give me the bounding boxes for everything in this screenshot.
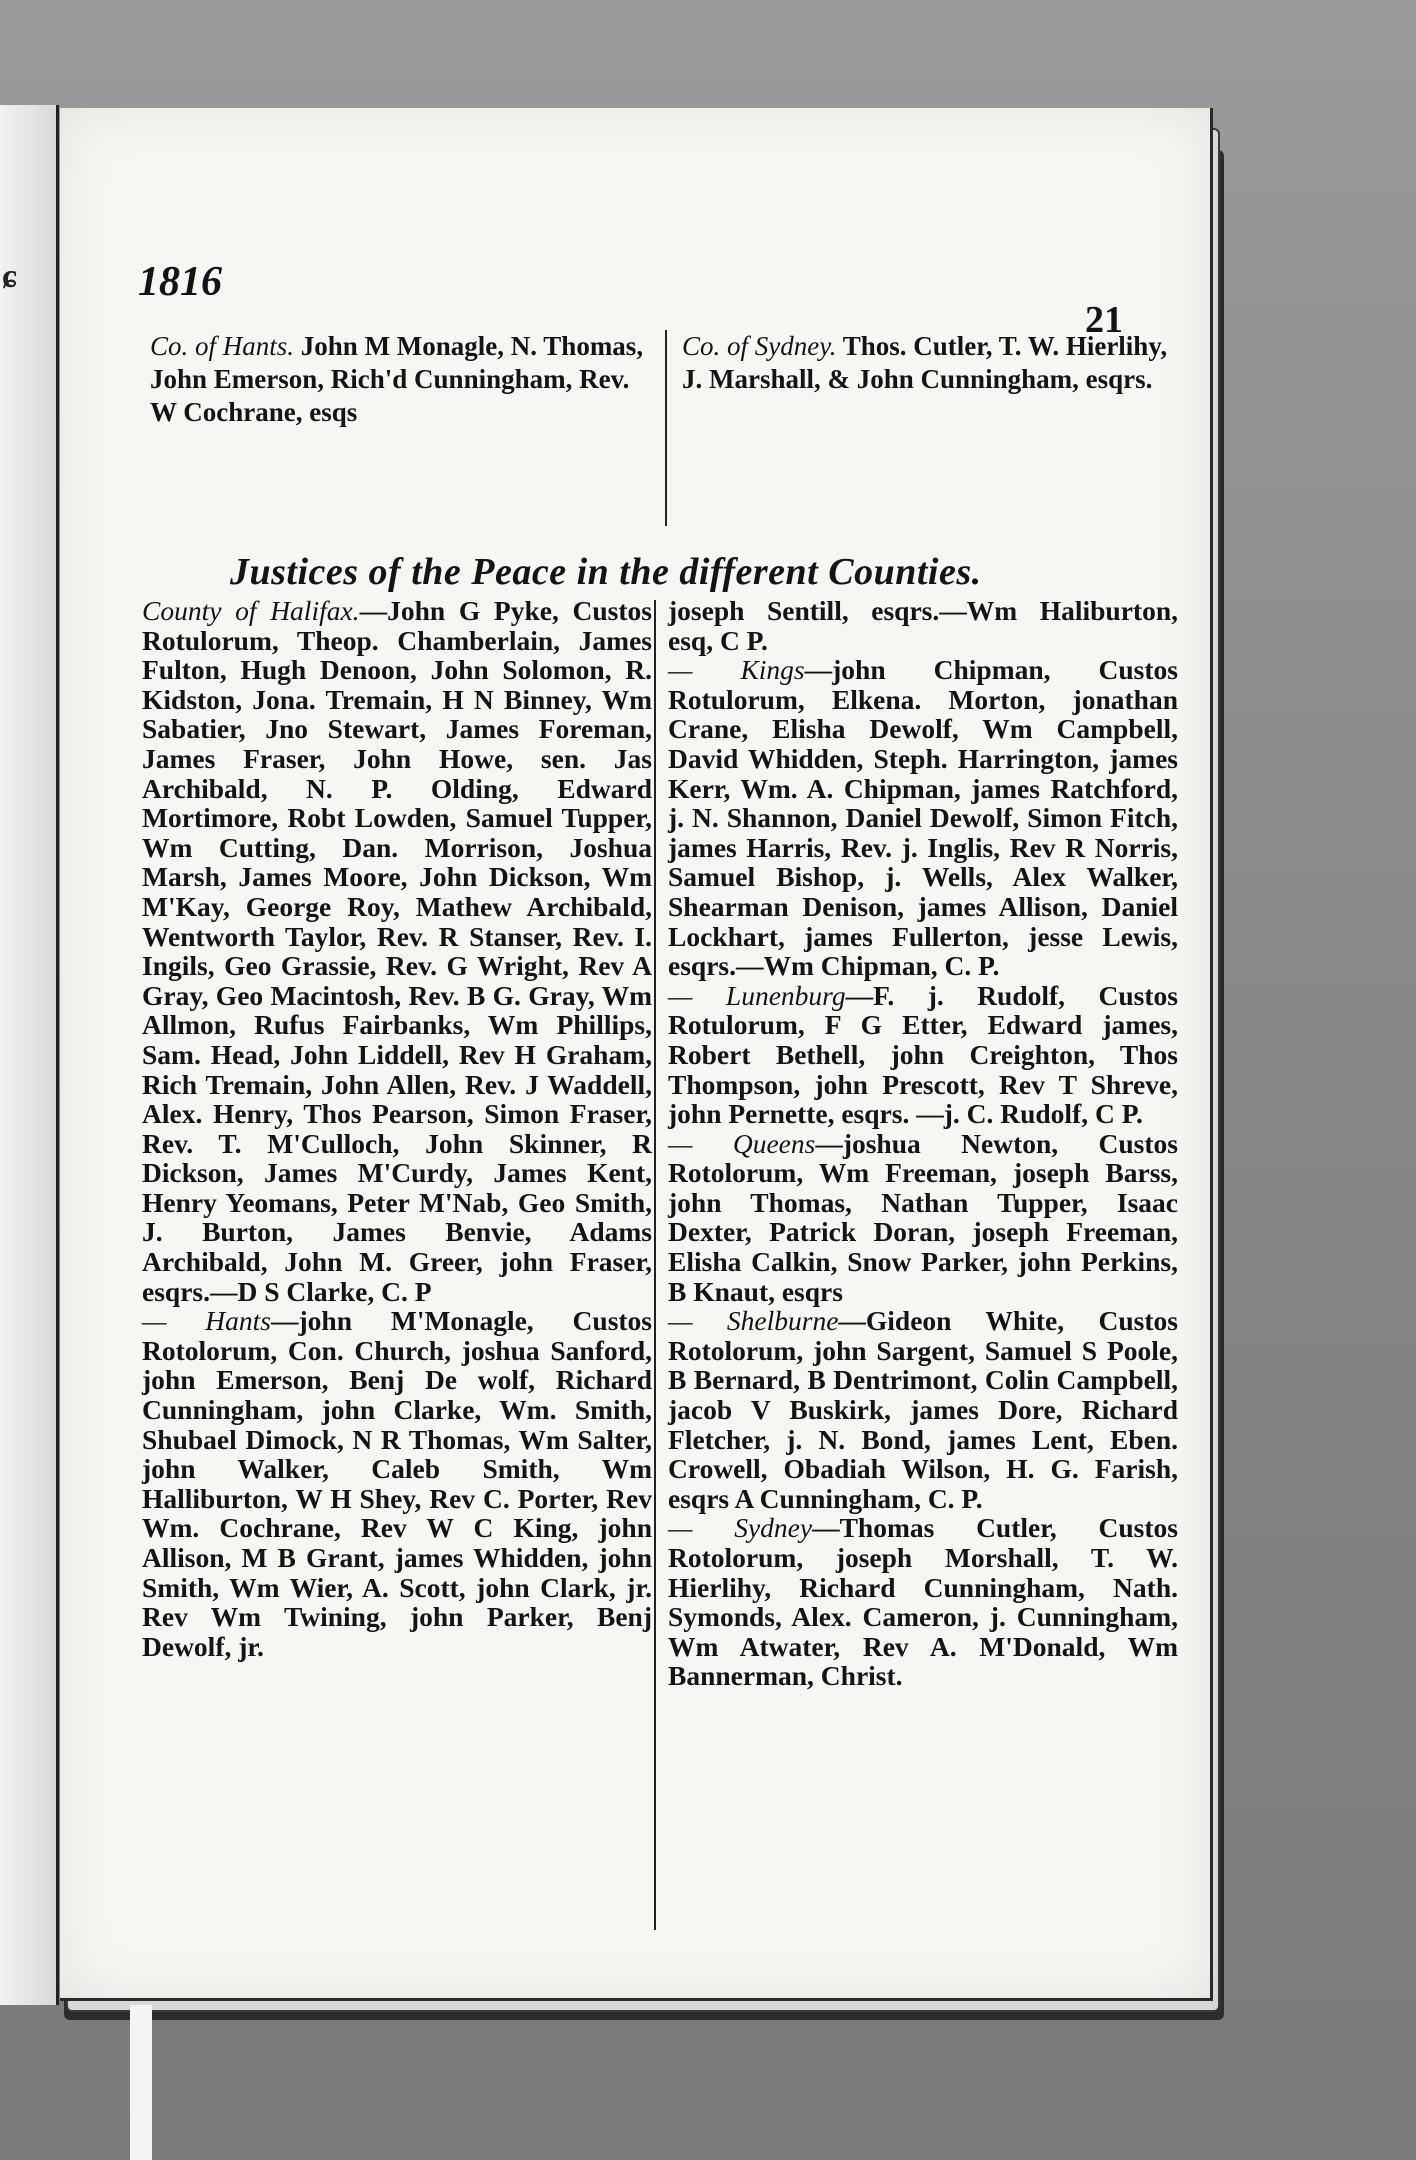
county-label: County of Halifax. <box>142 595 360 626</box>
county-label: — Sydney <box>668 1512 813 1544</box>
entry-text: —john Chipman, Custos Rotulorum, Elkena. Morton, jonathan Crane, Elisha Dewolf, Wm Campbell, David Whidden, Steph. Harrington, james Kerr, Wm. A. Chipman, james Ratchford, j. N. Shannon, Daniel Dewolf, Simon Fitch, james Harris, Rev. j. Inglis, Rev R Norris, Samuel Bishop, j. Wells, Alex Walker, Shearman Denison, james Allison, Daniel Lockhart, james Fullerton, jesse Lewis, esqrs.—Wm Chipman, C. P. <box>668 654 1178 982</box>
facing-page-edge <box>0 105 59 2005</box>
entry-text: —F. j. Rudolf, Custos Rotulorum, F G Etter, Edward james, Robert Bethell, john Creighton, Thos Thompson, john Prescott, Rev T Shreve, john Pernette, esqrs. —j. C. Rudolf, C P. <box>668 979 1178 1130</box>
section-heading: Justices of the Peace in the different Counties. <box>230 551 982 593</box>
facing-page-mark: ɕ <box>2 258 18 295</box>
entry-text: —joshua Newton, Custos Rotolorum, Wm Freeman, joseph Barss, john Thomas, Nathan Tupper, Isaac Dexter, Patrick Doran, joseph Freeman, Elisha Calkin, Snow Parker, john Perkins, B Knaut, esqrs <box>668 1127 1178 1307</box>
top-column-rule <box>665 330 667 526</box>
county-entry-kings <box>668 655 1178 981</box>
right-column <box>668 596 1178 1691</box>
left-column <box>142 596 652 1661</box>
entry-text: John M Monagle, N. Thomas, John Emerson, Rich'd Cunningham, Rev. W Cochrane, esqs <box>150 331 644 427</box>
entry-text: joseph Sentill, esqrs.—Wm Haliburton, esq, C P. <box>668 595 1178 656</box>
county-label: — Kings <box>668 654 805 686</box>
entry-text: —John G Pyke, Custos Rotulorum, Theop. Chamberlain, James Fulton, Hugh Denoon, John Solomon, R. Kidston, Jona. Tremain, H N Binney, Wm Sabatier, Jno Stewart, James Foreman, James Fraser, John Howe, sen. Jas Archibald, N. P. Olding, Edward Mortimore, Robt Lowden, Samuel Tupper, Wm Cutting, Dan. Morrison, Joshua Marsh, James Moore, John Dickson, Wm M'Kay, George Roy, Mathew Archibald, Wentworth Taylor, Rev. R Stanser, Rev. I. Ingils, Geo Grassie, Rev. G Wright, Rev A Gray, Geo Macintosh, Rev. B G. Gray, Wm Allmon, Rufus Fairbanks, Wm Phillips, Sam. Head, John Liddell, Rev H Graham, Rich Tremain, John Allen, Rev. J Waddell, Alex. Henry, Thos Pearson, Simon Fraser, Rev. T. M'Culloch, John Skinner, R Dickson, James M'Curdy, James Kent, Henry Yeomans, Peter M'Nab, Geo Smith, J. Burton, James Benvie, Adams Archibald, John M. Greer, john Fraser, esqrs.—D S Clarke, C. P <box>142 595 652 1307</box>
county-label: — Shelburne <box>668 1305 839 1337</box>
top-entry-sydney <box>682 330 1190 396</box>
county-entry-lunenburg <box>668 981 1178 1129</box>
entry-text: —Gideon White, Custos Rotolorum, john Sargent, Samuel S Poole, B Bernard, B Dentrimont, Colin Campbell, jacob V Buskirk, james Dore, Richard Fletcher, j. N. Bond, james Lent, Eben. Crowell, Obadiah Wilson, H. G. Farish, esqrs A Cunningham, C. P. <box>668 1305 1178 1514</box>
county-label: — Hants <box>142 1305 272 1337</box>
page-number: 21 <box>1085 299 1123 341</box>
entry-text: —john M'Monagle, Custos Rotolorum, Con. Church, joshua Sanford, john Emerson, Benj De wolf, Richard Cunningham, john Clarke, Wm. Smith, Shubael Dimock, N R Thomas, Wm Salter, john Walker, Caleb Smith, Wm Halliburton, W H Shey, Rev C. Porter, Rev Wm. Cochrane, Rev W C King, john Allison, M B Grant, james Whidden, john Smith, Wm Wier, A. Scott, john Clark, jr. Rev Wm Twining, john Parker, Benj Dewolf, jr. <box>142 1305 653 1662</box>
entry-text: Thos. Cutler, T. W. Hierlihy, J. Marshall, & John Cunningham, esqrs. <box>682 331 1168 394</box>
county-entry-sydney <box>668 1513 1178 1691</box>
county-label: Co. of Hants. <box>150 331 295 361</box>
page-year: 1816 <box>138 259 222 305</box>
county-entry-queens <box>668 1129 1178 1307</box>
document-page <box>60 108 1213 2001</box>
county-label: — Queens <box>668 1127 816 1159</box>
county-entry-halifax <box>142 596 652 1306</box>
county-entry-shelburne <box>668 1306 1178 1513</box>
county-label: — Lunenburg <box>668 979 846 1011</box>
county-entry-hants <box>142 1306 652 1661</box>
top-entry-hants <box>150 330 660 429</box>
bottom-paper-strip <box>130 2005 152 2160</box>
column-rule <box>654 600 656 1930</box>
entry-text: —Thomas Cutler, Custos Rotolorum, joseph Morshall, T. W. Hierlihy, Richard Cunningham, Nath. Symonds, Alex. Cameron, j. Cunningham, Wm Atwater, Rev A. M'Donald, Wm Bannerman, Christ. <box>668 1512 1178 1692</box>
county-label: Co. of Sydney. <box>682 331 837 361</box>
continued-entry <box>668 596 1178 655</box>
